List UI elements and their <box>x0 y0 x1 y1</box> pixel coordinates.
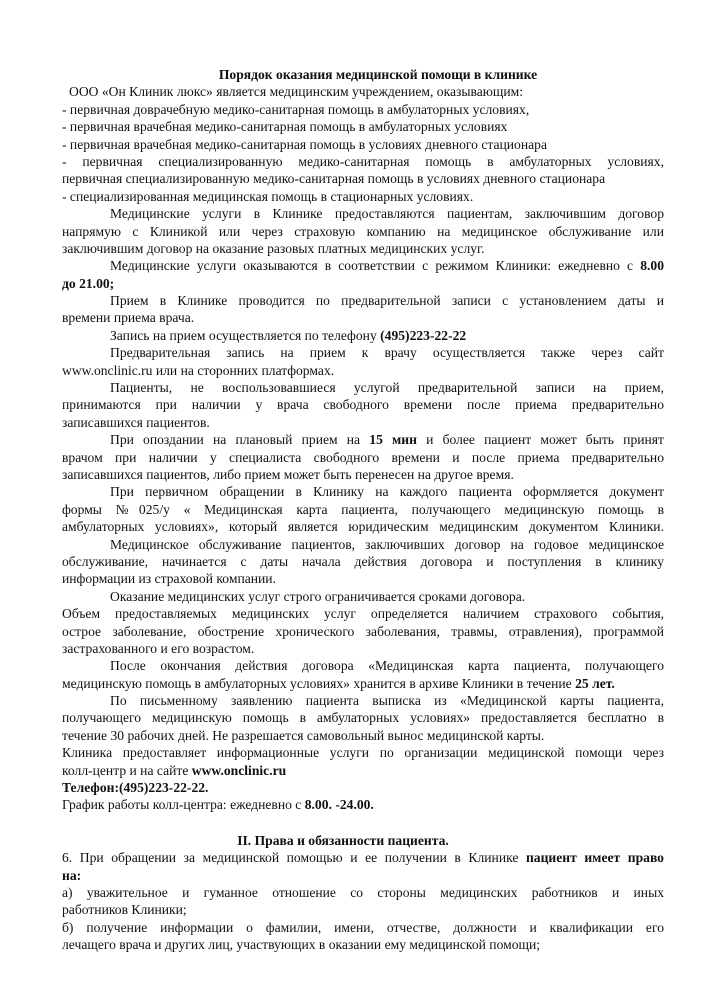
text-line: принимаются при наличии у врача свободного времени после приема предварительно <box>62 397 664 413</box>
paragraph-appointments <box>62 292 664 327</box>
paragraph-patient-rights <box>62 849 664 953</box>
list-item: а) уважительное и гуманное отношение со стороны медицинских работников и иных <box>62 884 664 900</box>
text-line: По письменному заявлению пациента выписка из «Медицинской карты пациента, <box>110 693 664 709</box>
call-center-phone: Телефон:(495)223-22-22. <box>62 780 209 796</box>
list-item: - первичная специализированную медико-санитарная помощь в амбулаторных условиях, <box>62 153 664 169</box>
text-line <box>62 275 664 292</box>
text-line: амбулаторных условиях», который является юридическим медицинским документом Клиники. <box>62 519 664 535</box>
text-line: получающего медицинскую помощь в амбулаторных условиях» предоставляется бесплатно в <box>62 710 664 726</box>
paragraph-card-storage <box>62 657 664 692</box>
section-2-title: II. Права и обязанности пациента. <box>237 832 449 848</box>
text-span: Медицинские услуги оказываются в соответствии с режимом Клиники: ежедневно с <box>110 258 641 274</box>
document-title: Порядок оказания медицинской помощи в клинике <box>218 67 538 82</box>
text-line <box>62 431 664 448</box>
text-line: При первичном обращении в Клинику на каждого пациента оформляется документ <box>110 484 664 500</box>
text-line <box>62 849 664 866</box>
text-line: Предварительная запись на прием к врачу осуществляется также через сайт <box>110 345 664 361</box>
rights-heading-end: на: <box>62 867 82 883</box>
booking-phone: (495)223-22-22 <box>380 327 467 343</box>
text-span: График работы колл-центра: ежедневно с <box>62 797 305 813</box>
text-span: Запись на прием осуществляется по телефону <box>110 327 381 343</box>
text-line: записавшихся пациентов, либо прием может быть перенесен на другое время. <box>62 466 514 482</box>
paragraph-phone-booking <box>62 327 664 344</box>
text-line <box>62 257 664 274</box>
text-line: Медицинское обслуживание пациентов, заключивших договор на годовое медицинское <box>110 536 664 552</box>
text-line: информации из страховой компании. <box>62 571 276 587</box>
text-line: времени приема врача. <box>62 310 195 326</box>
text-span: медицинскую помощь в амбулаторных условиях» хранится в архиве Клиники в течение <box>62 675 576 691</box>
text-line: течение 30 рабочих дней. Не разрешается самовольный вынос медицинской карты. <box>62 727 545 743</box>
hours-end: до 21.00; <box>62 275 115 291</box>
website-link: www.onclinic.ru <box>191 762 287 778</box>
late-threshold: 15 мин <box>369 432 417 448</box>
list-item: - первичная врачебная медико-санитарная помощь в амбулаторных условиях <box>62 119 508 135</box>
hours-start: 8.00 <box>640 258 664 274</box>
paragraph-contract-limits: Оказание медицинских услуг строго ограничивается сроками договора. <box>110 588 526 604</box>
list-item: - специализированная медицинская помощь в стационарных условиях. <box>62 188 474 204</box>
text-line <box>62 867 664 884</box>
list-item-continuation: лечащего врача и других лиц, участвующих в оказании ему медицинской помощи; <box>62 937 541 953</box>
paragraph-service-scope <box>62 605 664 657</box>
paragraph-call-center <box>62 744 664 814</box>
list-item: - первичная врачебная медико-санитарная помощь в условиях дневного стационара <box>62 136 547 152</box>
text-line: острое заболевание, обострение хронического заболевания, травмы, отравления), программой <box>62 623 664 639</box>
text-span: и более пациент может быть принят <box>416 432 664 448</box>
paragraph-annual-contract <box>62 536 664 588</box>
text-line: www.onclinic.ru или на сторонних платформах. <box>62 362 335 378</box>
text-line: После окончания действия договора «Медицинская карта пациента, получающего <box>110 658 664 674</box>
list-item: б) получение информации о фамилии, имени, отчестве, должности и квалификации его <box>62 919 664 935</box>
intro-line: ООО «Он Клиник люкс» является медицинским учреждением, оказывающим: <box>69 84 524 100</box>
text-line <box>62 675 664 692</box>
text-line <box>62 762 664 779</box>
call-center-hours: 8.00. -24.00. <box>304 797 374 813</box>
paragraph-walk-in <box>62 379 664 431</box>
paragraph-card-extract <box>62 692 664 744</box>
storage-period: 25 лет. <box>575 675 615 691</box>
text-line: Объем предоставляемых медицинских услуг определяется наличием страхового события, <box>62 606 664 622</box>
text-line: записавшихся пациентов. <box>62 414 210 430</box>
text-line: врачом при наличии у специалиста свободного времени и после приема предварительно <box>62 449 664 465</box>
services-list <box>62 101 664 205</box>
text-line: Пациенты, не воспользовавшиеся услугой предварительной записи на прием, <box>110 380 664 396</box>
text-line: Прием в Клинике проводится по предварительной записи с установлением даты и <box>110 293 664 309</box>
text-span: 6. При обращении за медицинской помощью и ее получении в Клинике <box>62 850 526 866</box>
rights-heading: пациент имеет право <box>525 850 664 866</box>
text-line <box>62 796 664 813</box>
text-span: При опоздании на плановый прием на <box>110 432 370 448</box>
text-line <box>62 779 664 796</box>
document-body <box>62 66 664 954</box>
text-line: застрахованного и его возрастом. <box>62 640 255 656</box>
text-line: обслуживание, начинается с даты начала действия договора и поступления в клинику <box>62 553 664 569</box>
paragraph-services-provided <box>62 205 664 257</box>
text-line: заключившим договор на оказание разовых платных медицинских услуг. <box>62 240 485 256</box>
list-item-continuation: первичная специализированную медико-санитарная помощь в условиях дневного стационара <box>62 171 606 187</box>
paragraph-late-arrival <box>62 431 664 483</box>
list-item-continuation: работников Клиники; <box>62 902 187 918</box>
list-item: - первичная доврачебную медико-санитарная помощь в амбулаторных условиях, <box>62 101 530 117</box>
text-span: колл-центр и на сайте <box>62 762 192 778</box>
text-line: Клиника предоставляет информационные услуги по организации медицинской помощи через <box>62 745 664 761</box>
paragraph-online-booking <box>62 344 664 379</box>
text-line: Медицинские услуги в Клинике предоставляются пациентам, заключившим договор <box>110 206 664 222</box>
paragraph-working-hours <box>62 257 664 292</box>
text-line: напрямую с Клиникой или через страховую компанию на медицинское обслуживание или <box>62 223 664 239</box>
text-line: формы №025/у « Медицинская карта пациента, получающего медицинскую помощь в <box>62 501 664 517</box>
paragraph-medical-card <box>62 483 664 535</box>
